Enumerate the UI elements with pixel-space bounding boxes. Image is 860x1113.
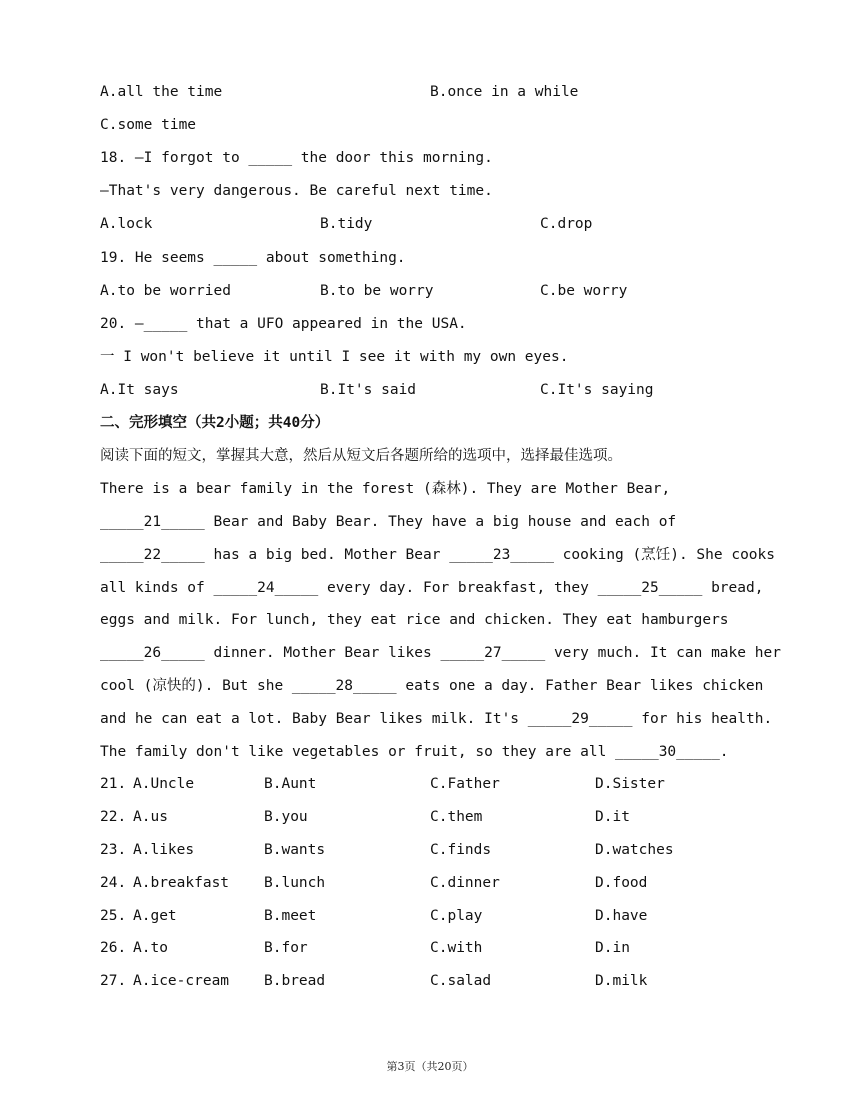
choice-option-a: A.to [133, 940, 168, 956]
passage-line: eggs and milk. For lunch, they eat rice and chicken. They eat hamburgers [100, 612, 729, 628]
choice-number: 26. [100, 940, 127, 956]
q18-stem: 18. —I forgot to _____ the door this morning. [100, 150, 493, 166]
passage-line: cool (凉快的). But she _____28_____ eats one a day. Father Bear likes chicken [100, 678, 764, 694]
q17-option-c: C.some time [100, 117, 197, 133]
q20-option-c: C.It's saying [540, 382, 654, 398]
choice-option-b: B.for [264, 940, 308, 956]
choice-option-b: B.wants [264, 842, 326, 858]
passage-line: _____26_____ dinner. Mother Bear likes _____27_____ very much. It can make her [100, 645, 781, 661]
choice-option-d: D.have [595, 908, 648, 924]
q20-option-b: B.It's said [320, 382, 417, 398]
choice-option-c: C.Father [430, 776, 500, 792]
q18-option-b: B.tidy [320, 216, 373, 232]
q20-option-a: A.It says [100, 382, 179, 398]
q18-reply: —That's very dangerous. Be careful next time. [100, 183, 493, 199]
q18-option-c: C.drop [540, 216, 593, 232]
q19-option-c: C.be worry [540, 283, 628, 299]
passage-line: and he can eat a lot. Baby Bear likes milk. It's _____29_____ for his health. [100, 711, 773, 727]
section-heading: 二、完形填空（共2小题；共40分） [100, 415, 330, 431]
choice-option-c: C.dinner [430, 875, 500, 891]
choice-option-d: D.Sister [595, 776, 665, 792]
choice-option-c: C.them [430, 809, 483, 825]
passage-line: There is a bear family in the forest (森林). They are Mother Bear, [100, 481, 671, 497]
choice-number: 21. [100, 776, 127, 792]
choice-option-c: C.play [430, 908, 483, 924]
choice-option-a: A.ice-cream [133, 973, 230, 989]
passage-line: all kinds of _____24_____ every day. For breakfast, they _____25_____ bread, [100, 580, 764, 596]
choice-number: 23. [100, 842, 127, 858]
choice-option-b: B.lunch [264, 875, 326, 891]
q17-option-b: B.once in a while [430, 84, 579, 100]
page-footer: 第3页（共20页） [386, 1060, 474, 1073]
choice-option-a: A.get [133, 908, 177, 924]
q19-stem: 19. He seems _____ about something. [100, 250, 406, 266]
passage-line: _____21_____ Bear and Baby Bear. They have a big house and each of [100, 514, 677, 530]
choice-option-d: D.watches [595, 842, 674, 858]
choice-option-b: B.you [264, 809, 308, 825]
choice-option-b: B.Aunt [264, 776, 317, 792]
choice-option-d: D.it [595, 809, 630, 825]
q20-stem: 20. —_____ that a UFO appeared in the USA. [100, 316, 467, 332]
choice-number: 22. [100, 809, 127, 825]
choice-number: 27. [100, 973, 127, 989]
passage-line: _____22_____ has a big bed. Mother Bear _____23_____ cooking (烹饪). She cooks [100, 547, 776, 563]
choice-number: 24. [100, 875, 127, 891]
choice-option-a: A.breakfast [133, 875, 230, 891]
choice-option-c: C.salad [430, 973, 492, 989]
choice-option-a: A.Uncle [133, 776, 195, 792]
q17-option-a: A.all the time [100, 84, 223, 100]
passage-line: The family don't like vegetables or fruit, so they are all _____30_____. [100, 744, 729, 760]
choice-option-d: D.milk [595, 973, 648, 989]
choice-option-d: D.in [595, 940, 630, 956]
choice-number: 25. [100, 908, 127, 924]
q19-option-b: B.to be worry [320, 283, 434, 299]
choice-option-a: A.us [133, 809, 168, 825]
choice-option-c: C.with [430, 940, 483, 956]
q19-option-a: A.to be worried [100, 283, 231, 299]
choice-option-c: C.finds [430, 842, 492, 858]
q20-reply: 一 I won't believe it until I see it with my own eyes. [100, 349, 569, 365]
choice-option-b: B.meet [264, 908, 317, 924]
choice-option-b: B.bread [264, 973, 326, 989]
choice-option-d: D.food [595, 875, 648, 891]
q18-option-a: A.lock [100, 216, 153, 232]
choice-option-a: A.likes [133, 842, 195, 858]
section-instruction: 阅读下面的短文，掌握其大意，然后从短文后各题所给的选项中，选择最佳选项。 [100, 448, 622, 464]
